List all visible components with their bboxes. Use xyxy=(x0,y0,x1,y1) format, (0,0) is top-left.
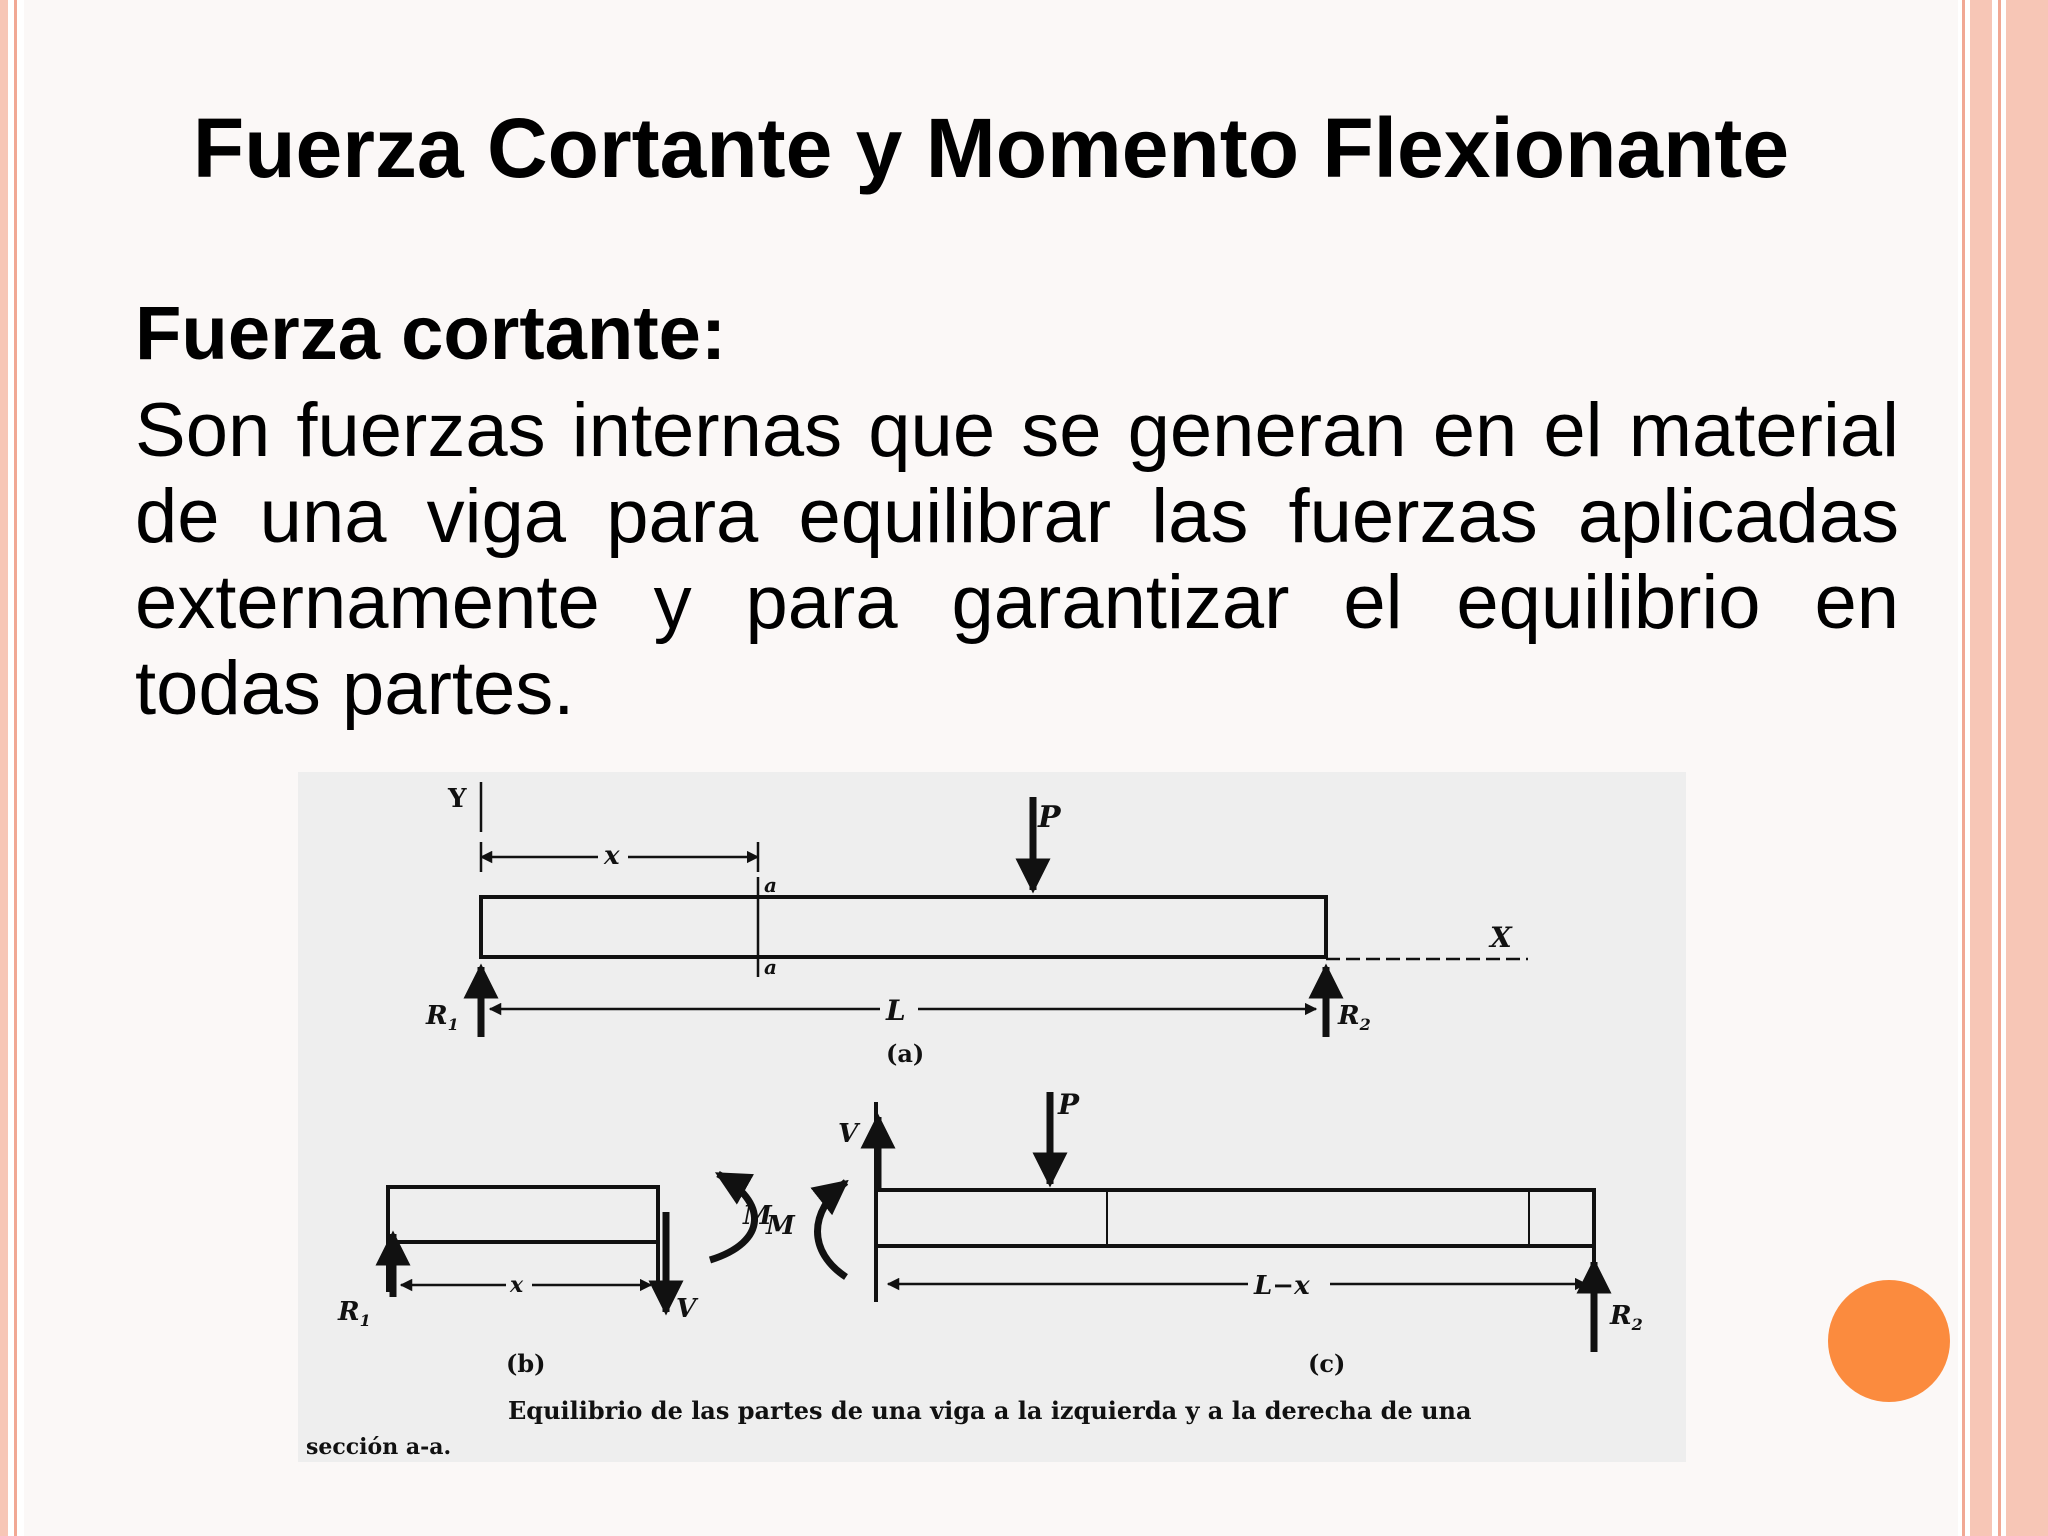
frame-left-line xyxy=(14,0,17,1536)
frame-right-line-1 xyxy=(1962,0,1965,1536)
dimension-l-x-label: L−x xyxy=(1254,1271,1310,1301)
shear-v-c-label: V xyxy=(838,1119,859,1149)
frame-right-band xyxy=(2006,0,2048,1536)
beam-b xyxy=(388,1187,658,1242)
panel-b xyxy=(337,1174,773,1378)
frame-right-stripe xyxy=(1970,0,1992,1536)
panel-a xyxy=(425,782,1528,1068)
shear-v-b-label: V xyxy=(676,1294,697,1324)
frame-right-line-2 xyxy=(1998,0,2001,1536)
dimension-x-label: x xyxy=(604,841,620,871)
panel-b-label: (b) xyxy=(506,1349,546,1378)
reaction-r2-label: $R_2$ xyxy=(1338,1001,1371,1034)
slide-body-text: Son fuerzas internas que se generan en el material de una viga para equilibrar las fuerzas aplicadas externamente y para garantizar el equilibrio en todas partes. xyxy=(135,388,1899,731)
accent-dot xyxy=(1828,1280,1950,1402)
reaction-r2-c-label: $R_2$ xyxy=(1610,1301,1643,1334)
y-axis-label: Y xyxy=(448,784,467,814)
beam-diagram-figure xyxy=(298,772,1686,1462)
figure-caption-line-1: Equilibrio de las partes de una viga a la izquierda y a la derecha de una xyxy=(508,1396,1472,1425)
frame-left-stripe xyxy=(0,0,8,1536)
reaction-r1-b-label: $R_1$ xyxy=(338,1297,371,1330)
panel-c xyxy=(765,1088,1643,1378)
figure-caption-line-2: sección a-a. xyxy=(306,1434,452,1460)
load-p-label: P xyxy=(1038,800,1061,835)
moment-m-c-arrow xyxy=(818,1182,847,1277)
panel-c-label: (c) xyxy=(1308,1349,1346,1378)
load-p-c-label: P xyxy=(1058,1088,1080,1121)
panel-a-label: (a) xyxy=(886,1039,925,1068)
beam-diagram-svg xyxy=(298,772,1686,1462)
section-a-label-top: a xyxy=(764,873,777,897)
reaction-r1-label: $R_1$ xyxy=(426,1001,459,1034)
x-axis-label: X xyxy=(1490,921,1512,954)
slide-subtitle: Fuerza cortante: xyxy=(135,291,727,376)
section-a-label-bottom: a xyxy=(764,955,777,979)
dimension-x-b-label: x xyxy=(510,1272,524,1298)
slide-title: Fuerza Cortante y Momento Flexionante xyxy=(192,101,1790,195)
moment-m-b-label: M xyxy=(743,1201,772,1231)
beam-c-mask xyxy=(1108,1182,1528,1252)
moment-m-c-label: M xyxy=(766,1211,795,1241)
dimension-l-label: L xyxy=(886,994,906,1027)
beam-a xyxy=(481,897,1326,957)
